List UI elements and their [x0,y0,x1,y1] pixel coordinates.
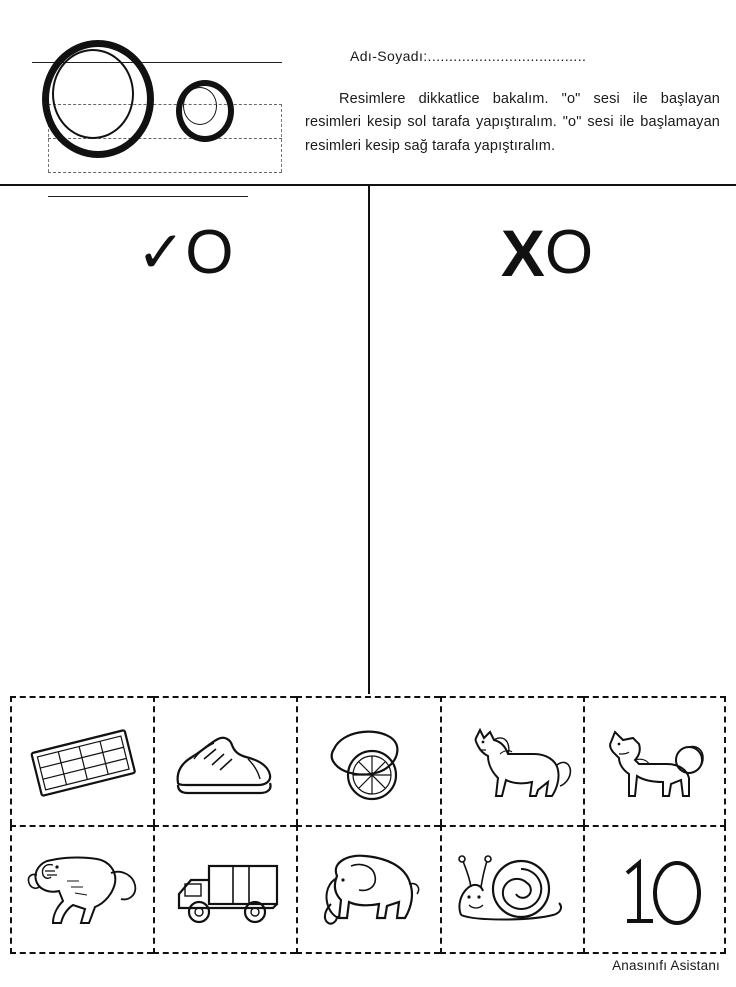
elephant-icon [304,833,433,946]
dinosaur-icon [18,833,147,946]
cut-out-picture-grid [10,696,726,954]
starts-with-o-column[interactable] [20,216,350,290]
picture-cell-sneakers[interactable] [153,696,296,825]
ruled-tick-right [281,104,282,172]
check-icon: ✓ [136,220,186,285]
picture-cell-dinosaur[interactable] [10,825,153,954]
cross-icon: X [500,216,545,290]
chocolate-bar-icon [18,704,147,819]
instruction-sentence: Resimlere dikkatlice bakalım. "o" sesi ile başlayan resimleri kesip sol tarafa yapıştıralım. "o" sesi ile başlamayan resimleri kesip sağ tarafa yapıştıralım. [305,91,720,154]
cross-o-group [501,216,593,290]
worksheet-header [0,18,736,184]
picture-cell-truck[interactable] [153,825,296,954]
lemon-icon [304,704,433,819]
instruction-text [305,88,720,158]
horse-icon [448,704,577,819]
picture-row-1 [10,696,726,825]
picture-cell-elephant[interactable] [296,825,439,954]
column-divider [368,186,370,694]
picture-cell-chocolate[interactable] [10,696,153,825]
picture-cell-horse[interactable] [440,696,583,825]
sneakers-icon [161,704,290,819]
number-ten-icon [591,833,718,946]
lowercase-o-inner-outline [183,87,217,125]
truck-icon [161,833,290,946]
column-letter-right: O [544,218,594,287]
dog-icon [591,704,718,819]
picture-cell-snail[interactable] [440,825,583,954]
column-letter-left: O [185,218,234,287]
check-o-group [137,216,234,290]
picture-cell-dog[interactable] [583,696,726,825]
picture-cell-number-ten[interactable] [583,825,726,954]
name-field-label: Adı-Soyadı:..................................... [350,48,587,64]
does-not-start-with-o-column[interactable] [382,216,712,290]
picture-row-2 [10,825,726,954]
uppercase-o-inner-outline [52,49,134,139]
picture-cell-lemon[interactable] [296,696,439,825]
snail-icon [448,833,577,946]
sorting-area [0,186,736,694]
ruled-dash-3 [48,172,282,173]
footer-credit: Anasınıfı Asistanı [612,958,720,973]
